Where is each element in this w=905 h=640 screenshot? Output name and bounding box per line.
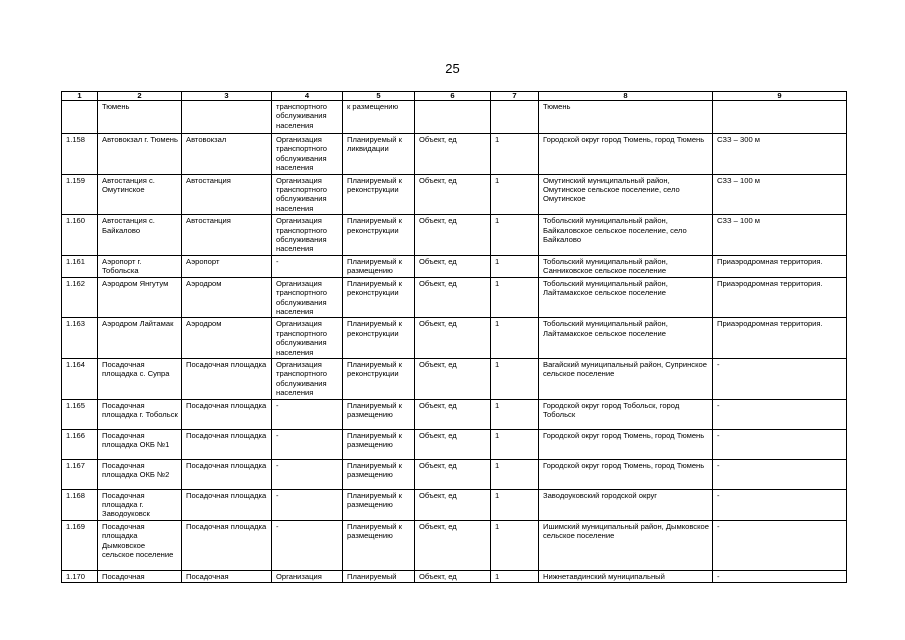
table-cell-col1: 1.167 [62, 459, 98, 489]
table-row [62, 399, 847, 429]
table-cell-col8: Городской округ город Тюмень, город Тюмень [539, 134, 713, 175]
table-cell-col4: Организация [272, 570, 343, 582]
table-cell-col9: - [713, 358, 847, 399]
table-cell-col1: 1.159 [62, 174, 98, 215]
table-cell-col3: Посадочная площадка [182, 459, 272, 489]
table-row [62, 570, 847, 582]
table-cell-col2: Посадочная площадка ОКБ №2 [98, 459, 182, 489]
table-cell-col2: Посадочная площадка с. Супра [98, 358, 182, 399]
table-cell-col1 [62, 101, 98, 134]
table-cell-col2: Автостанция с. Омутинское [98, 174, 182, 215]
table-cell-col6: Объект, ед [415, 358, 491, 399]
table-cell-col8: Тобольский муниципальный район, Байкаловское сельское поселение, село Байкалово [539, 215, 713, 256]
table-cell-col2: Аэропорт г. Тобольска [98, 255, 182, 277]
table-cell-col9: СЗЗ – 300 м [713, 134, 847, 175]
table-row [62, 255, 847, 277]
table-cell-col6: Объект, ед [415, 520, 491, 570]
table-cell-col4: - [272, 489, 343, 520]
table-cell-col3: Посадочная площадка [182, 429, 272, 459]
table-cell-col5: Планируемый к реконструкции [343, 215, 415, 256]
table-cell-col4: Организация транспортного обслуживания населения [272, 174, 343, 215]
column-header-5: 5 [343, 92, 415, 101]
column-header-3: 3 [182, 92, 272, 101]
table-cell-col5: Планируемый к размещению [343, 459, 415, 489]
objects-table [61, 91, 847, 583]
table-row [62, 520, 847, 570]
table-cell-col2: Посадочная площадка г. Заводоуковск [98, 489, 182, 520]
table-cell-col5: Планируемый к реконструкции [343, 318, 415, 359]
table-cell-col9: - [713, 520, 847, 570]
table-cell-col2: Посадочная [98, 570, 182, 582]
table-row [62, 277, 847, 318]
table-cell-col1: 1.162 [62, 277, 98, 318]
table-cell-col9: Приаэродромная территория. [713, 318, 847, 359]
table-cell-col8: Городской округ город Тобольск, город Тобольск [539, 399, 713, 429]
table-cell-col6: Объект, ед [415, 318, 491, 359]
table-cell-col6: Объект, ед [415, 174, 491, 215]
table-cell-col3: Посадочная площадка [182, 358, 272, 399]
table-cell-col5: Планируемый к ликвидации [343, 134, 415, 175]
table-cell-col6: Объект, ед [415, 459, 491, 489]
table-cell-col7: 1 [491, 174, 539, 215]
table-cell-col8: Тобольский муниципальный район, Лайтамакское сельское поселение [539, 318, 713, 359]
table-cell-col6: Объект, ед [415, 277, 491, 318]
table-cell-col4: - [272, 399, 343, 429]
table-cell-col4: Организация транспортного обслуживания населения [272, 358, 343, 399]
table-cell-col3 [182, 101, 272, 134]
table-cell-col3: Автостанция [182, 215, 272, 256]
table-cell-col1: 1.160 [62, 215, 98, 256]
column-header-6: 6 [415, 92, 491, 101]
table-cell-col3: Аэродром [182, 277, 272, 318]
table-row [62, 429, 847, 459]
table-cell-col3: Автовокзал [182, 134, 272, 175]
table-cell-col8: Тобольский муниципальный район, Лайтамакское сельское поселение [539, 277, 713, 318]
table-cell-col7: 1 [491, 277, 539, 318]
table-cell-col4: - [272, 459, 343, 489]
table-cell-col3: Посадочная площадка [182, 520, 272, 570]
table-cell-col5: Планируемый к реконструкции [343, 174, 415, 215]
table-cell-col8: Городской округ город Тюмень, город Тюмень [539, 429, 713, 459]
table-cell-col7: 1 [491, 520, 539, 570]
table-row [62, 459, 847, 489]
table-cell-col7: 1 [491, 358, 539, 399]
table-row [62, 134, 847, 175]
table-cell-col5: Планируемый к реконструкции [343, 277, 415, 318]
table-cell-col4: Организация транспортного обслуживания населения [272, 134, 343, 175]
table-cell-col2: Автовокзал г. Тюмень [98, 134, 182, 175]
table-cell-col6: Объект, ед [415, 255, 491, 277]
table-cell-col8: Тобольский муниципальный район, Санниковское сельское поселение [539, 255, 713, 277]
column-header-8: 8 [539, 92, 713, 101]
table-cell-col5: Планируемый [343, 570, 415, 582]
table-cell-col8: Нижнетавдинский муниципальный [539, 570, 713, 582]
table-cell-col4: Организация транспортного обслуживания населения [272, 215, 343, 256]
table-cell-col2: Аэродром Янгутум [98, 277, 182, 318]
table-cell-col5: Планируемый к размещению [343, 429, 415, 459]
table-cell-col6: Объект, ед [415, 489, 491, 520]
table-cell-col9: СЗЗ – 100 м [713, 215, 847, 256]
table-cell-col7: 1 [491, 255, 539, 277]
table-row [62, 101, 847, 134]
table-cell-col3: Автостанция [182, 174, 272, 215]
table-cell-col9: - [713, 399, 847, 429]
table-cell-col1: 1.163 [62, 318, 98, 359]
table-cell-col3: Аэродром [182, 318, 272, 359]
table-cell-col5: Планируемый к размещению [343, 489, 415, 520]
table-cell-col2: Посадочная площадка Дымковское сельское поселение [98, 520, 182, 570]
table-cell-col6: Объект, ед [415, 134, 491, 175]
table-cell-col1: 1.158 [62, 134, 98, 175]
table-cell-col2: Автостанция с. Байкалово [98, 215, 182, 256]
table-cell-col7: 1 [491, 318, 539, 359]
table-cell-col7: 1 [491, 570, 539, 582]
table-cell-col6: Объект, ед [415, 399, 491, 429]
table-cell-col5: Планируемый к размещению [343, 255, 415, 277]
table-cell-col4: Организация транспортного обслуживания населения [272, 277, 343, 318]
table-cell-col9: - [713, 489, 847, 520]
header-row [62, 92, 847, 101]
table-cell-col1: 1.164 [62, 358, 98, 399]
table-cell-col2: Посадочная площадка ОКБ №1 [98, 429, 182, 459]
table-cell-col6: Объект, ед [415, 429, 491, 459]
table-cell-col5: Планируемый к размещению [343, 520, 415, 570]
table-cell-col6: Объект, ед [415, 570, 491, 582]
table-cell-col9: - [713, 429, 847, 459]
table-cell-col1: 1.169 [62, 520, 98, 570]
table-body [62, 101, 847, 583]
column-header-1: 1 [62, 92, 98, 101]
table-cell-col2: Тюмень [98, 101, 182, 134]
table-row [62, 174, 847, 215]
table-cell-col2: Посадочная площадка г. Тобольск [98, 399, 182, 429]
column-header-7: 7 [491, 92, 539, 101]
table-cell-col8: Ишимский муниципальный район, Дымковское сельское поселение [539, 520, 713, 570]
column-header-9: 9 [713, 92, 847, 101]
table-cell-col1: 1.168 [62, 489, 98, 520]
table-row [62, 318, 847, 359]
column-header-2: 2 [98, 92, 182, 101]
table-cell-col7: 1 [491, 459, 539, 489]
table-cell-col8: Городской округ город Тюмень, город Тюмень [539, 459, 713, 489]
table-cell-col9 [713, 101, 847, 134]
table-cell-col9: Приаэродромная территория. [713, 277, 847, 318]
table-cell-col9: Приаэродромная территория. [713, 255, 847, 277]
table-cell-col1: 1.161 [62, 255, 98, 277]
table-cell-col3: Посадочная площадка [182, 399, 272, 429]
table-cell-col7: 1 [491, 215, 539, 256]
table-cell-col7: 1 [491, 399, 539, 429]
table-cell-col1: 1.165 [62, 399, 98, 429]
table-cell-col3: Посадочная [182, 570, 272, 582]
page-number: 25 [445, 61, 460, 76]
table-row [62, 489, 847, 520]
table-cell-col8: Заводоуковский городской округ [539, 489, 713, 520]
table-cell-col8: Вагайский муниципальный район, Супринское сельское поселение [539, 358, 713, 399]
table-cell-col4: транспортного обслуживания населения [272, 101, 343, 134]
table-cell-col7: 1 [491, 489, 539, 520]
table-cell-col9: - [713, 570, 847, 582]
table-cell-col4: - [272, 520, 343, 570]
table-cell-col4: Организация транспортного обслуживания населения [272, 318, 343, 359]
column-header-4: 4 [272, 92, 343, 101]
table-cell-col6 [415, 101, 491, 134]
table-cell-col5: к размещению [343, 101, 415, 134]
table-cell-col3: Аэропорт [182, 255, 272, 277]
table-cell-col5: Планируемый к размещению [343, 399, 415, 429]
table-row [62, 358, 847, 399]
table-cell-col7 [491, 101, 539, 134]
table-cell-col9: - [713, 459, 847, 489]
table-cell-col3: Посадочная площадка [182, 489, 272, 520]
table-row [62, 215, 847, 256]
table-cell-col1: 1.170 [62, 570, 98, 582]
table-cell-col9: СЗЗ – 100 м [713, 174, 847, 215]
table-cell-col4: - [272, 255, 343, 277]
table-cell-col1: 1.166 [62, 429, 98, 459]
table-cell-col7: 1 [491, 134, 539, 175]
table-cell-col8: Тюмень [539, 101, 713, 134]
table-cell-col6: Объект, ед [415, 215, 491, 256]
table-cell-col7: 1 [491, 429, 539, 459]
table-cell-col8: Омутинский муниципальный район, Омутинское сельское поселение, село Омутинское [539, 174, 713, 215]
table-cell-col2: Аэродром Лайтамак [98, 318, 182, 359]
table-cell-col5: Планируемый к реконструкции [343, 358, 415, 399]
table-cell-col4: - [272, 429, 343, 459]
